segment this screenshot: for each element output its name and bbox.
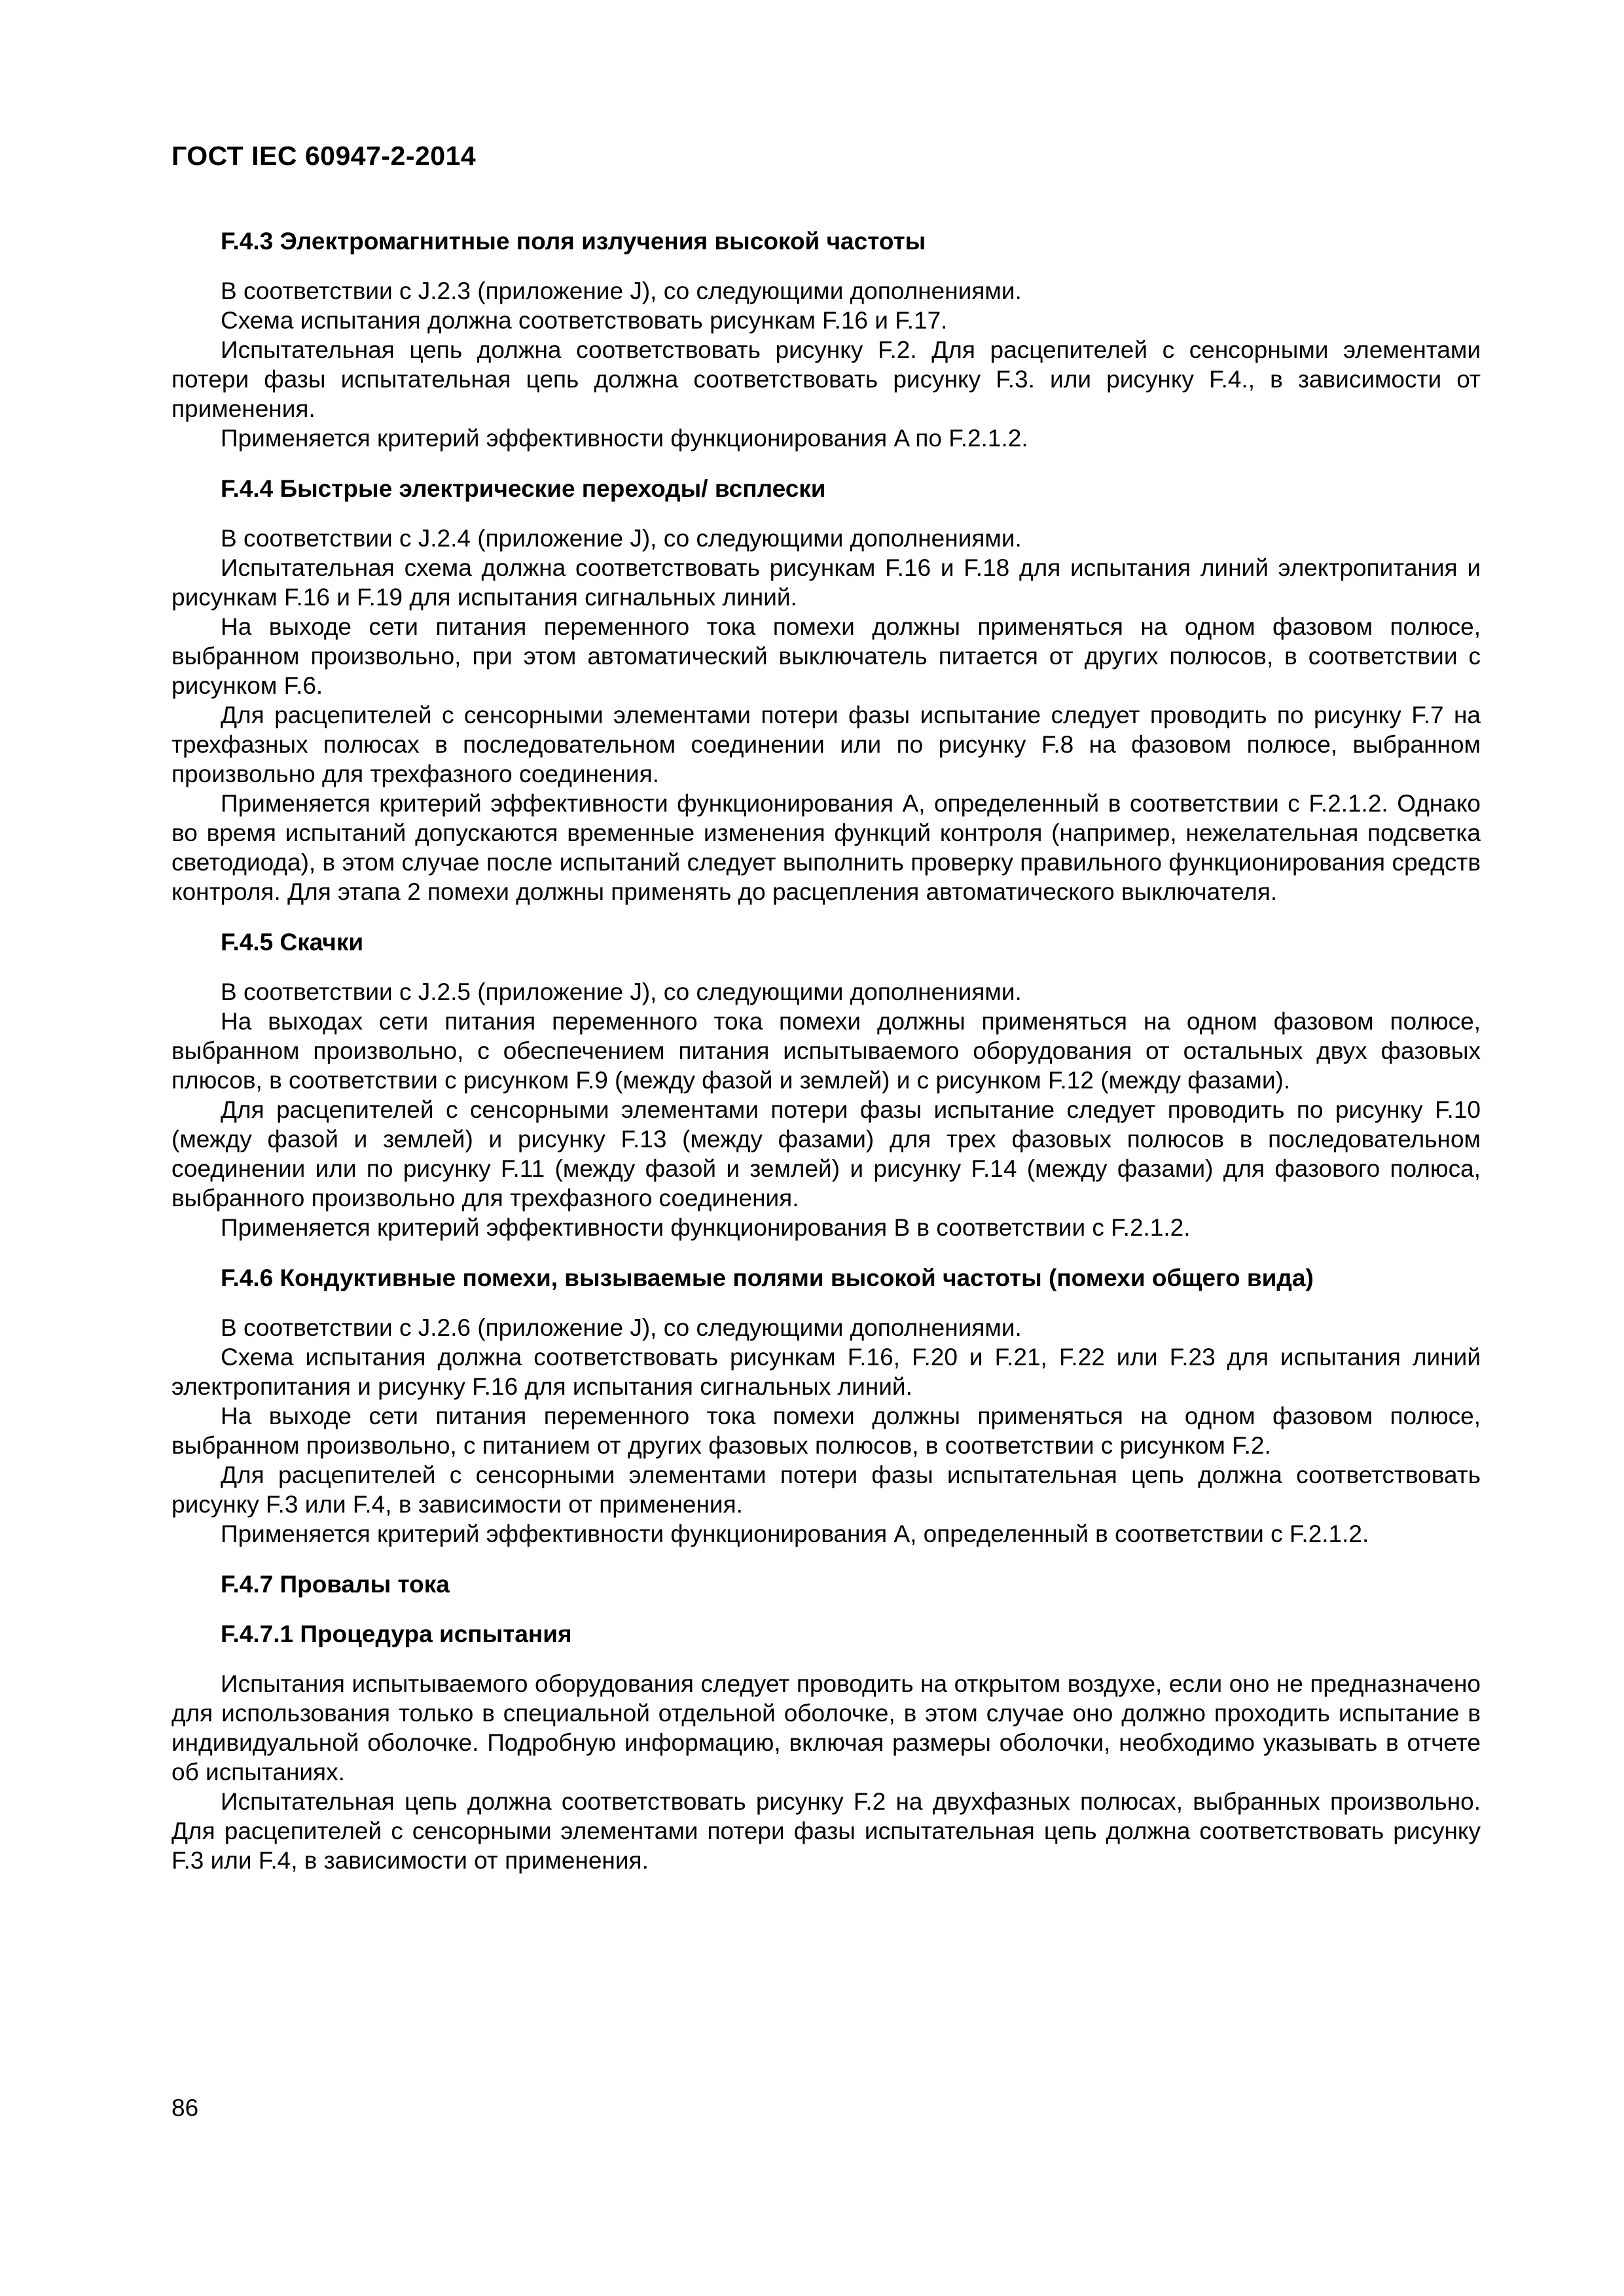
paragraph: Для расцепителей с сенсорными элементами потери фазы испытательная цепь должна соответствовать рисунку F.3 или F.4, в зависимости от применения. [171, 1462, 1481, 1518]
document-page [171, 141, 1481, 1875]
section-f-4-7-1 [171, 1621, 1481, 1875]
page-number: 86 [171, 2094, 199, 2121]
paragraph: В соответствии с J.2.3 (приложение J), со следующими дополнениями. [221, 278, 1022, 304]
section-f-4-7 [171, 1571, 1481, 1598]
paragraph: Для расцепителей с сенсорными элементами потери фазы испытание следует проводить по рисунку F.10 (между фазой и землей) и рисунку F.13 (между фазами) для трех фазовых полюсов в последовательном соединении или по рисунку F.11 (между фазой и землей) и рисунку F.14 (между фазами) для фазового полюса, выбранного произвольно для трехфазного соединения. [171, 1096, 1481, 1211]
section-title: F.4.5 Скачки [221, 929, 364, 956]
paragraph: Испытания испытываемого оборудования следует проводить на открытом воздухе, если оно не предназначено для использования только в специальной отдельной оболочке, в этом случае оно должно проходить испытание в индивидуальной оболочке. Подробную информацию, включая размеры оболочки, необходимо указывать в отчете об испытаниях. [171, 1670, 1481, 1785]
section-f-4-4 [171, 475, 1481, 906]
section-f-4-6 [171, 1265, 1481, 1549]
section-title: F.4.7.1 Процедура испытания [221, 1621, 572, 1647]
paragraph: На выходе сети питания переменного тока помехи должны применяться на одном фазовом полюсе, выбранном произвольно, с питанием от других фазовых полюсов, в соответствии с рисунком F.2. [171, 1403, 1481, 1459]
paragraph: Применяется критерий эффективности функционирования A по F.2.1.2. [221, 425, 1028, 452]
paragraph: Применяется критерий эффективности функционирования A, определенный в соответствии с F.2.1.2. [221, 1520, 1369, 1547]
paragraph: Схема испытания должна соответствовать рисункам F.16 и F.17. [221, 307, 948, 334]
paragraph: Испытательная цепь должна соответствовать рисунку F.2. Для расцепителей с сенсорными элементами потери фазы испытательная цепь должна соответствовать рисунку F.3. или рисунку F.4., в зависимости от применения. [171, 336, 1481, 422]
paragraph: В соответствии с J.2.4 (приложение J), со следующими дополнениями. [221, 525, 1022, 552]
section-title: F.4.7 Провалы тока [221, 1571, 450, 1598]
paragraph: Применяется критерий эффективности функционирования B в соответствии с F.2.1.2. [221, 1214, 1191, 1241]
paragraph: Испытательная цепь должна соответствовать рисунку F.2 на двухфазных полюсах, выбранных произвольно. Для расцепителей с сенсорными элементами потери фазы испытательная цепь должна соответствовать рисунку F.3 или F.4, в зависимости от применения. [171, 1788, 1481, 1874]
paragraph: В соответствии с J.2.5 (приложение J), со следующими дополнениями. [221, 978, 1022, 1005]
paragraph: Испытательная схема должна соответствовать рисункам F.16 и F.18 для испытания линий электропитания и рисункам F.16 и F.19 для испытания сигнальных линий. [171, 554, 1481, 611]
paragraph: На выходах сети питания переменного тока помехи должны применяться на одном фазовом полюсе, выбранном произвольно, с обеспечением питания испытываемого оборудования от остальных двух фазовых плюсов, в соответствии с рисунком F.9 (между фазой и землей) и с рисунком F.12 (между фазами). [171, 1008, 1481, 1094]
paragraph: Для расцепителей с сенсорными элементами потери фазы испытание следует проводить по рисунку F.7 на трехфазных полюсах в последовательном соединении или по рисунку F.8 на фазовом полюсе, выбранном произвольно для трехфазного соединения. [171, 702, 1481, 787]
document-code: ГОСТ IEC 60947-2-2014 [171, 141, 477, 171]
section-title: F.4.3 Электромагнитные поля излучения высокой частоты [221, 228, 926, 255]
section-f-4-3 [171, 228, 1481, 453]
section-title: F.4.4 Быстрые электрические переходы/ всплески [221, 475, 826, 502]
paragraph: В соответствии с J.2.6 (приложение J), со следующими дополнениями. [221, 1314, 1022, 1341]
paragraph: На выходе сети питания переменного тока помехи должны применяться на одном фазовом полюсе, выбранном произвольно, при этом автоматический выключатель питается от других полюсов, в соответствии с рисунком F.6. [171, 613, 1481, 699]
paragraph: Схема испытания должна соответствовать рисункам F.16, F.20 и F.21, F.22 или F.23 для испытания линий электропитания и рисунку F.16 для испытания сигнальных линий. [171, 1344, 1481, 1400]
section-f-4-5 [171, 929, 1481, 1242]
paragraph: Применяется критерий эффективности функционирования A, определенный в соответствии с F.2.1.2. Однако во время испытаний допускаются временные изменения функций контроля (например, нежелательная подсветка светодиода), в этом случае после испытаний следует выполнить проверку правильного функционирования средств контроля. Для этапа 2 помехи должны применять до расцепления автоматического выключателя. [171, 790, 1481, 905]
section-title: F.4.6 Кондуктивные помехи, вызываемые полями высокой частоты (помехи общего вида) [221, 1265, 1314, 1291]
